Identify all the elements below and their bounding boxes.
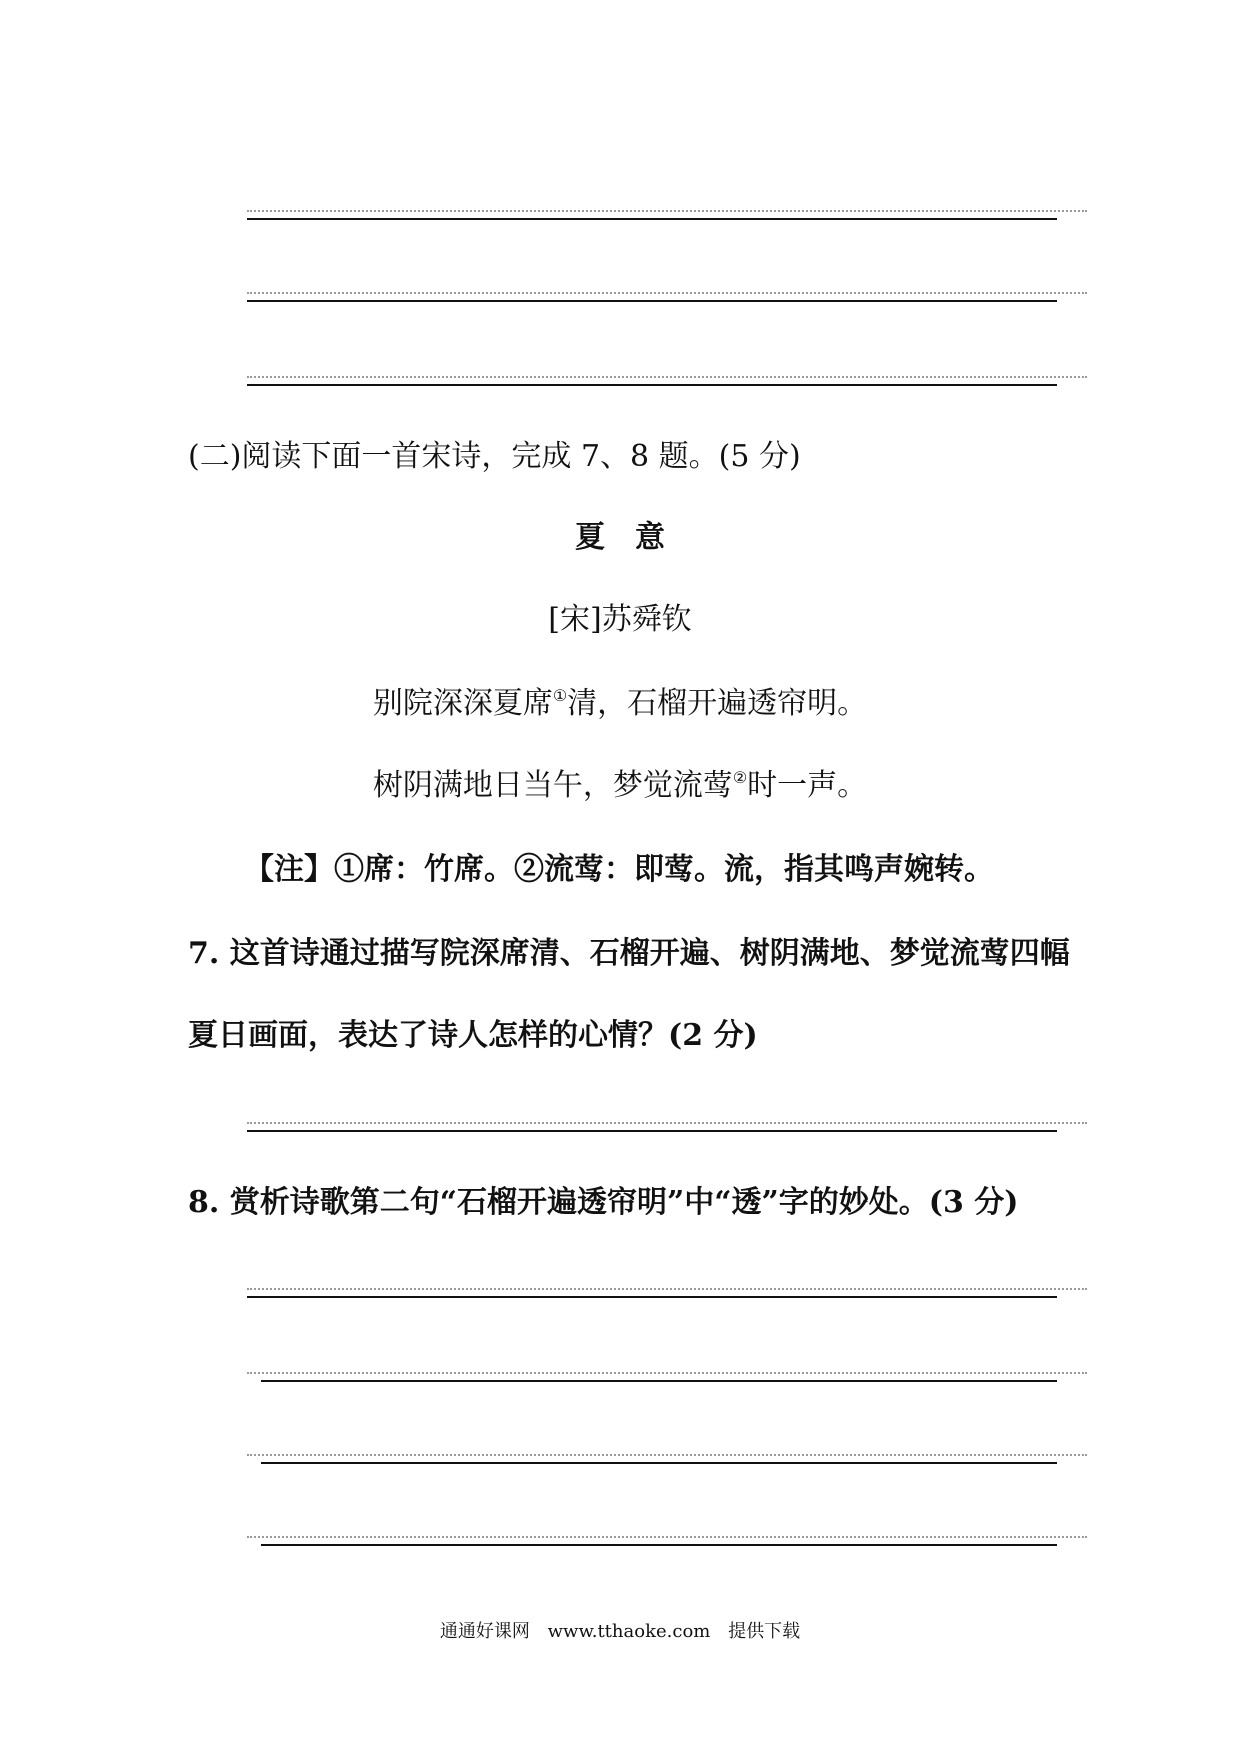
poem-line-2-text-b: 时一声。 [747,768,868,803]
question-7-line-2: 夏日画面，表达了诗人怎样的心情？(2 分) [188,1018,758,1053]
dotted-guide [247,292,1087,294]
poem-author: [宋]苏舜钦 [548,602,692,637]
poem-line-1-text-b: 清，石榴开遍透帘明。 [567,686,868,721]
dotted-guide [247,1536,1087,1538]
answer-line[interactable] [247,384,1057,386]
answer-line-q8[interactable] [247,1296,1057,1298]
dotted-guide [247,376,1087,378]
footer-suffix: 提供下载 [728,1621,801,1642]
section-heading: (二)阅读下面一首宋诗，完成 7、8 题。(5 分) [188,439,801,474]
poem-line-1 [0,684,1240,724]
dotted-guide [247,1122,1087,1124]
answer-line-q8[interactable] [261,1462,1057,1464]
answer-line-q8[interactable] [261,1544,1057,1546]
page-footer [0,1620,1240,1644]
dotted-guide [247,210,1087,212]
question-8: 8. 赏析诗歌第二句“石榴开遍透帘明”中“透”字的妙处。(3 分) [188,1185,1019,1220]
poem-title: 夏 意 [575,520,665,555]
answer-line[interactable] [247,218,1057,220]
footer-url-link[interactable]: www.tthaoke.com [547,1621,711,1642]
poem-note: 【注】①席：竹席。②流莺：即莺。流，指其鸣声婉转。 [244,852,994,887]
poem-line-1-text-a: 别院深深夏席 [372,686,553,721]
answer-line-q7[interactable] [247,1130,1057,1132]
poem-line-2 [0,766,1240,806]
poem-line-2-text-a: 树阴满地日当午，梦觉流莺 [372,768,733,803]
dotted-guide [247,1372,1087,1374]
question-7-line-1: 7. 这首诗通过描写院深席清、石榴开遍、树阴满地、梦觉流莺四幅 [188,936,1070,971]
dotted-guide [247,1288,1087,1290]
answer-line[interactable] [247,300,1057,302]
dotted-guide [247,1454,1087,1456]
footer-site-name: 通通好课网 [439,1621,530,1642]
footnote-mark-2: ② [732,768,748,787]
answer-line-q8[interactable] [261,1380,1057,1382]
footnote-mark-1: ① [552,686,568,705]
